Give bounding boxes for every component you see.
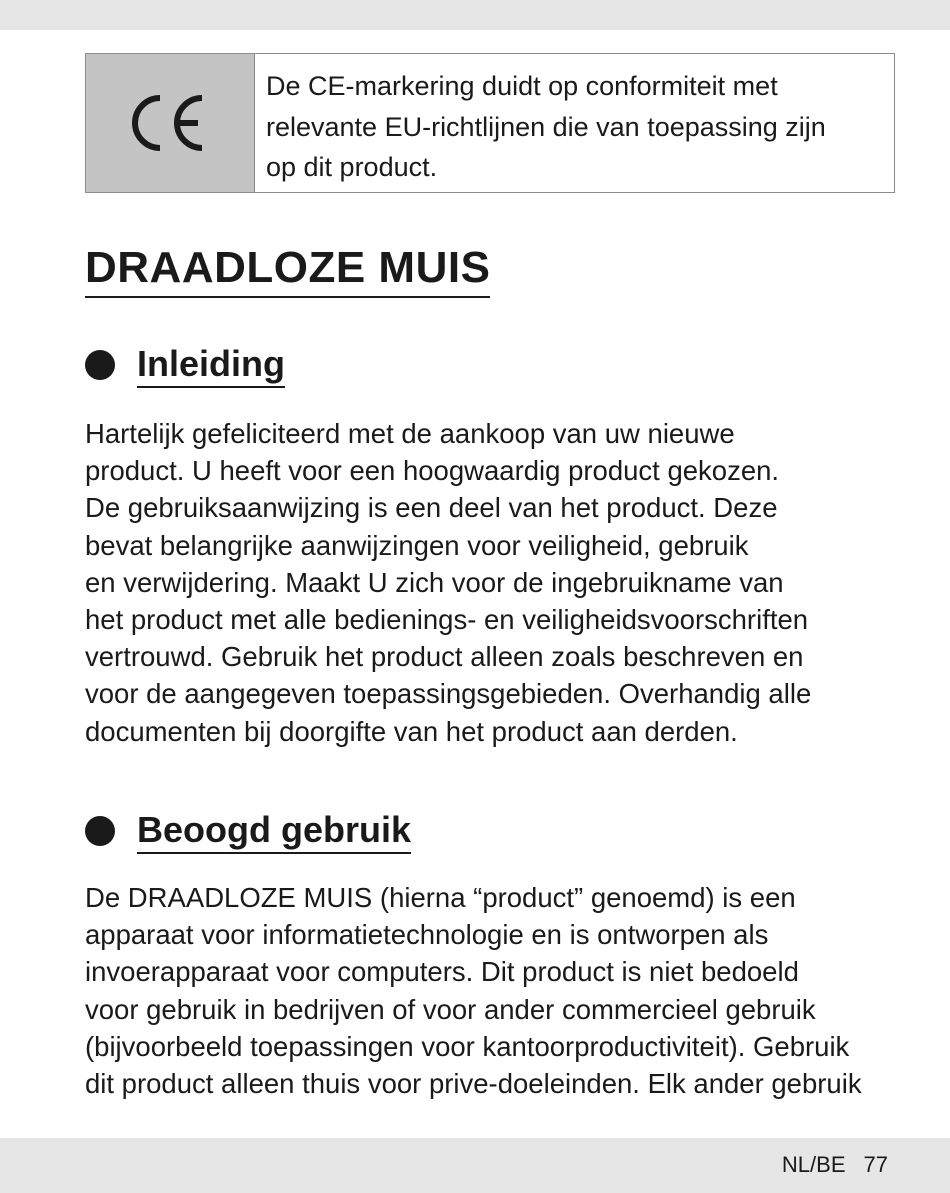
bullet-icon (85, 816, 115, 846)
ce-line: op dit product. (266, 152, 438, 182)
text-line: en verwijdering. Maakt U zich voor de ingebruikname van (85, 566, 784, 598)
text-line: De gebruiksaanwijzing is een deel van het product. Deze (85, 492, 778, 524)
bullet-icon (85, 350, 115, 380)
paragraph-beoogd-gebruik (85, 879, 862, 1102)
text-line: dit product alleen thuis voor prive-doeleinden. Elk ander gebruik (85, 1068, 862, 1100)
text-line: documenten bij doorgifte van het product aan derden. (85, 715, 738, 747)
section-heading-inleiding (85, 342, 285, 388)
text-line: voor de aangegeven toepassingsgebieden. Overhandig alle (85, 678, 812, 710)
footer-page-number: 77 (863, 1152, 888, 1177)
ce-notice-box (85, 53, 895, 193)
ce-line: De CE-markering duidt op conformiteit met (266, 71, 778, 101)
ce-mark-cell (86, 54, 255, 192)
document-title: DRAADLOZE MUIS (85, 242, 490, 298)
text-line: het product met alle bedienings- en veiligheidsvoorschriften (85, 604, 809, 636)
page-footer (782, 1152, 888, 1178)
top-bar (0, 0, 950, 30)
text-line: invoerapparaat voor computers. Dit product is niet bedoeld (85, 956, 799, 988)
footer-locale: NL/BE (781, 1152, 846, 1177)
paragraph-inleiding (85, 415, 811, 750)
text-line: voor gebruik in bedrijven of voor ander commercieel gebruik (85, 993, 816, 1025)
text-line: apparaat voor informatietechnologie en is ontworpen als (85, 919, 769, 951)
ce-mark-icon (130, 92, 210, 154)
ce-notice-text (255, 54, 844, 192)
ce-line: relevante EU-richtlijnen die van toepassing zijn (266, 111, 826, 142)
section-title: Inleiding (137, 342, 285, 388)
text-line: De DRAADLOZE MUIS (hierna “product” genoemd) is een (85, 882, 796, 913)
text-line: vertrouwd. Gebruik het product alleen zoals beschreven en (85, 641, 804, 673)
text-line: Hartelijk gefeliciteerd met de aankoop van uw nieuwe (85, 418, 735, 449)
section-heading-beoogd-gebruik (85, 808, 411, 854)
text-line: product. U heeft voor een hoogwaardig product gekozen. (85, 455, 780, 487)
section-title: Beoogd gebruik (137, 808, 411, 854)
text-line: (bijvoorbeeld toepassingen voor kantoorproductiviteit). Gebruik (85, 1030, 850, 1062)
text-line: bevat belangrijke aanwijzingen voor veiligheid, gebruik (85, 529, 749, 561)
